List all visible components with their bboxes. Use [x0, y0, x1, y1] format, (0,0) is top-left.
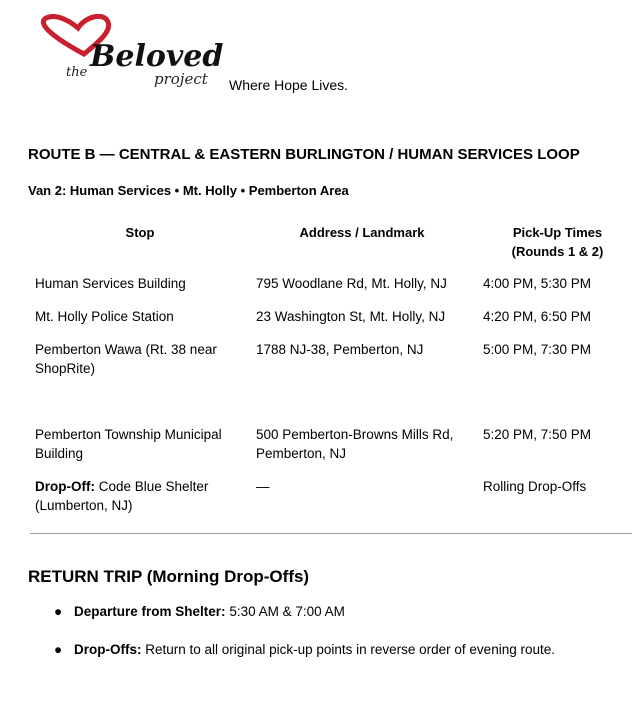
- logo-beloved: Beloved: [90, 39, 224, 74]
- table-row-3-stop: Pemberton Township Municipal Building: [35, 427, 222, 461]
- bullet-text: 5:30 AM & 7:00 AM: [229, 604, 345, 619]
- tagline: Where Hope Lives.: [229, 77, 349, 93]
- table-row-2-address: 1788 NJ-38, Pemberton, NJ: [256, 342, 424, 357]
- table-row-3-address: 500 Pemberton-Browns Mills Rd, Pemberton, NJ: [256, 427, 454, 461]
- table-row-4-address: —: [256, 479, 270, 494]
- table-row-0-address: 795 Woodlane Rd, Mt. Holly, NJ: [256, 276, 447, 291]
- table-row-1-address: 23 Washington St, Mt. Holly, NJ: [256, 309, 446, 324]
- table-row-4-times: Rolling Drop-Offs: [483, 479, 587, 494]
- bullet-icon: ●: [54, 604, 63, 619]
- logo-project: project: [154, 70, 208, 88]
- beloved-project-logo: [36, 14, 236, 94]
- table-row-4-stop: Drop-Off: Code Blue Shelter (Lumberton, NJ): [35, 479, 209, 513]
- route-title: ROUTE B — CENTRAL & EASTERN BURLINGTON / HUMAN SERVICES LOOP: [28, 146, 580, 163]
- bullet-label: Departure from Shelter:: [74, 604, 226, 619]
- table-row-0-stop: Human Services Building: [35, 276, 186, 291]
- bullet-label: Drop-Offs:: [74, 642, 142, 657]
- divider: [30, 533, 632, 534]
- logo-the: the: [66, 65, 88, 80]
- table-row-0-times: 4:00 PM, 5:30 PM: [483, 276, 592, 291]
- header-address: Address / Landmark: [299, 225, 425, 240]
- header-stop: Stop: [125, 225, 155, 240]
- route-subtitle: Van 2: Human Services • Mt. Holly • Pemberton Area: [28, 183, 349, 198]
- return-trip-heading: RETURN TRIP (Morning Drop-Offs): [28, 567, 310, 586]
- table-row-1-times: 4:20 PM, 6:50 PM: [483, 309, 592, 324]
- table-row-1-stop: Mt. Holly Police Station: [35, 309, 174, 324]
- table-row-2-times: 5:00 PM, 7:30 PM: [483, 342, 592, 357]
- header-times: Pick-Up Times (Rounds 1 & 2): [511, 225, 604, 259]
- bullet-text: Return to all original pick-up points in reverse order of evening route.: [145, 642, 555, 657]
- bullet-icon: ●: [54, 642, 63, 657]
- table-row-2-stop: Pemberton Wawa (Rt. 38 near ShopRite): [35, 342, 217, 376]
- table-row-3-times: 5:20 PM, 7:50 PM: [483, 427, 592, 442]
